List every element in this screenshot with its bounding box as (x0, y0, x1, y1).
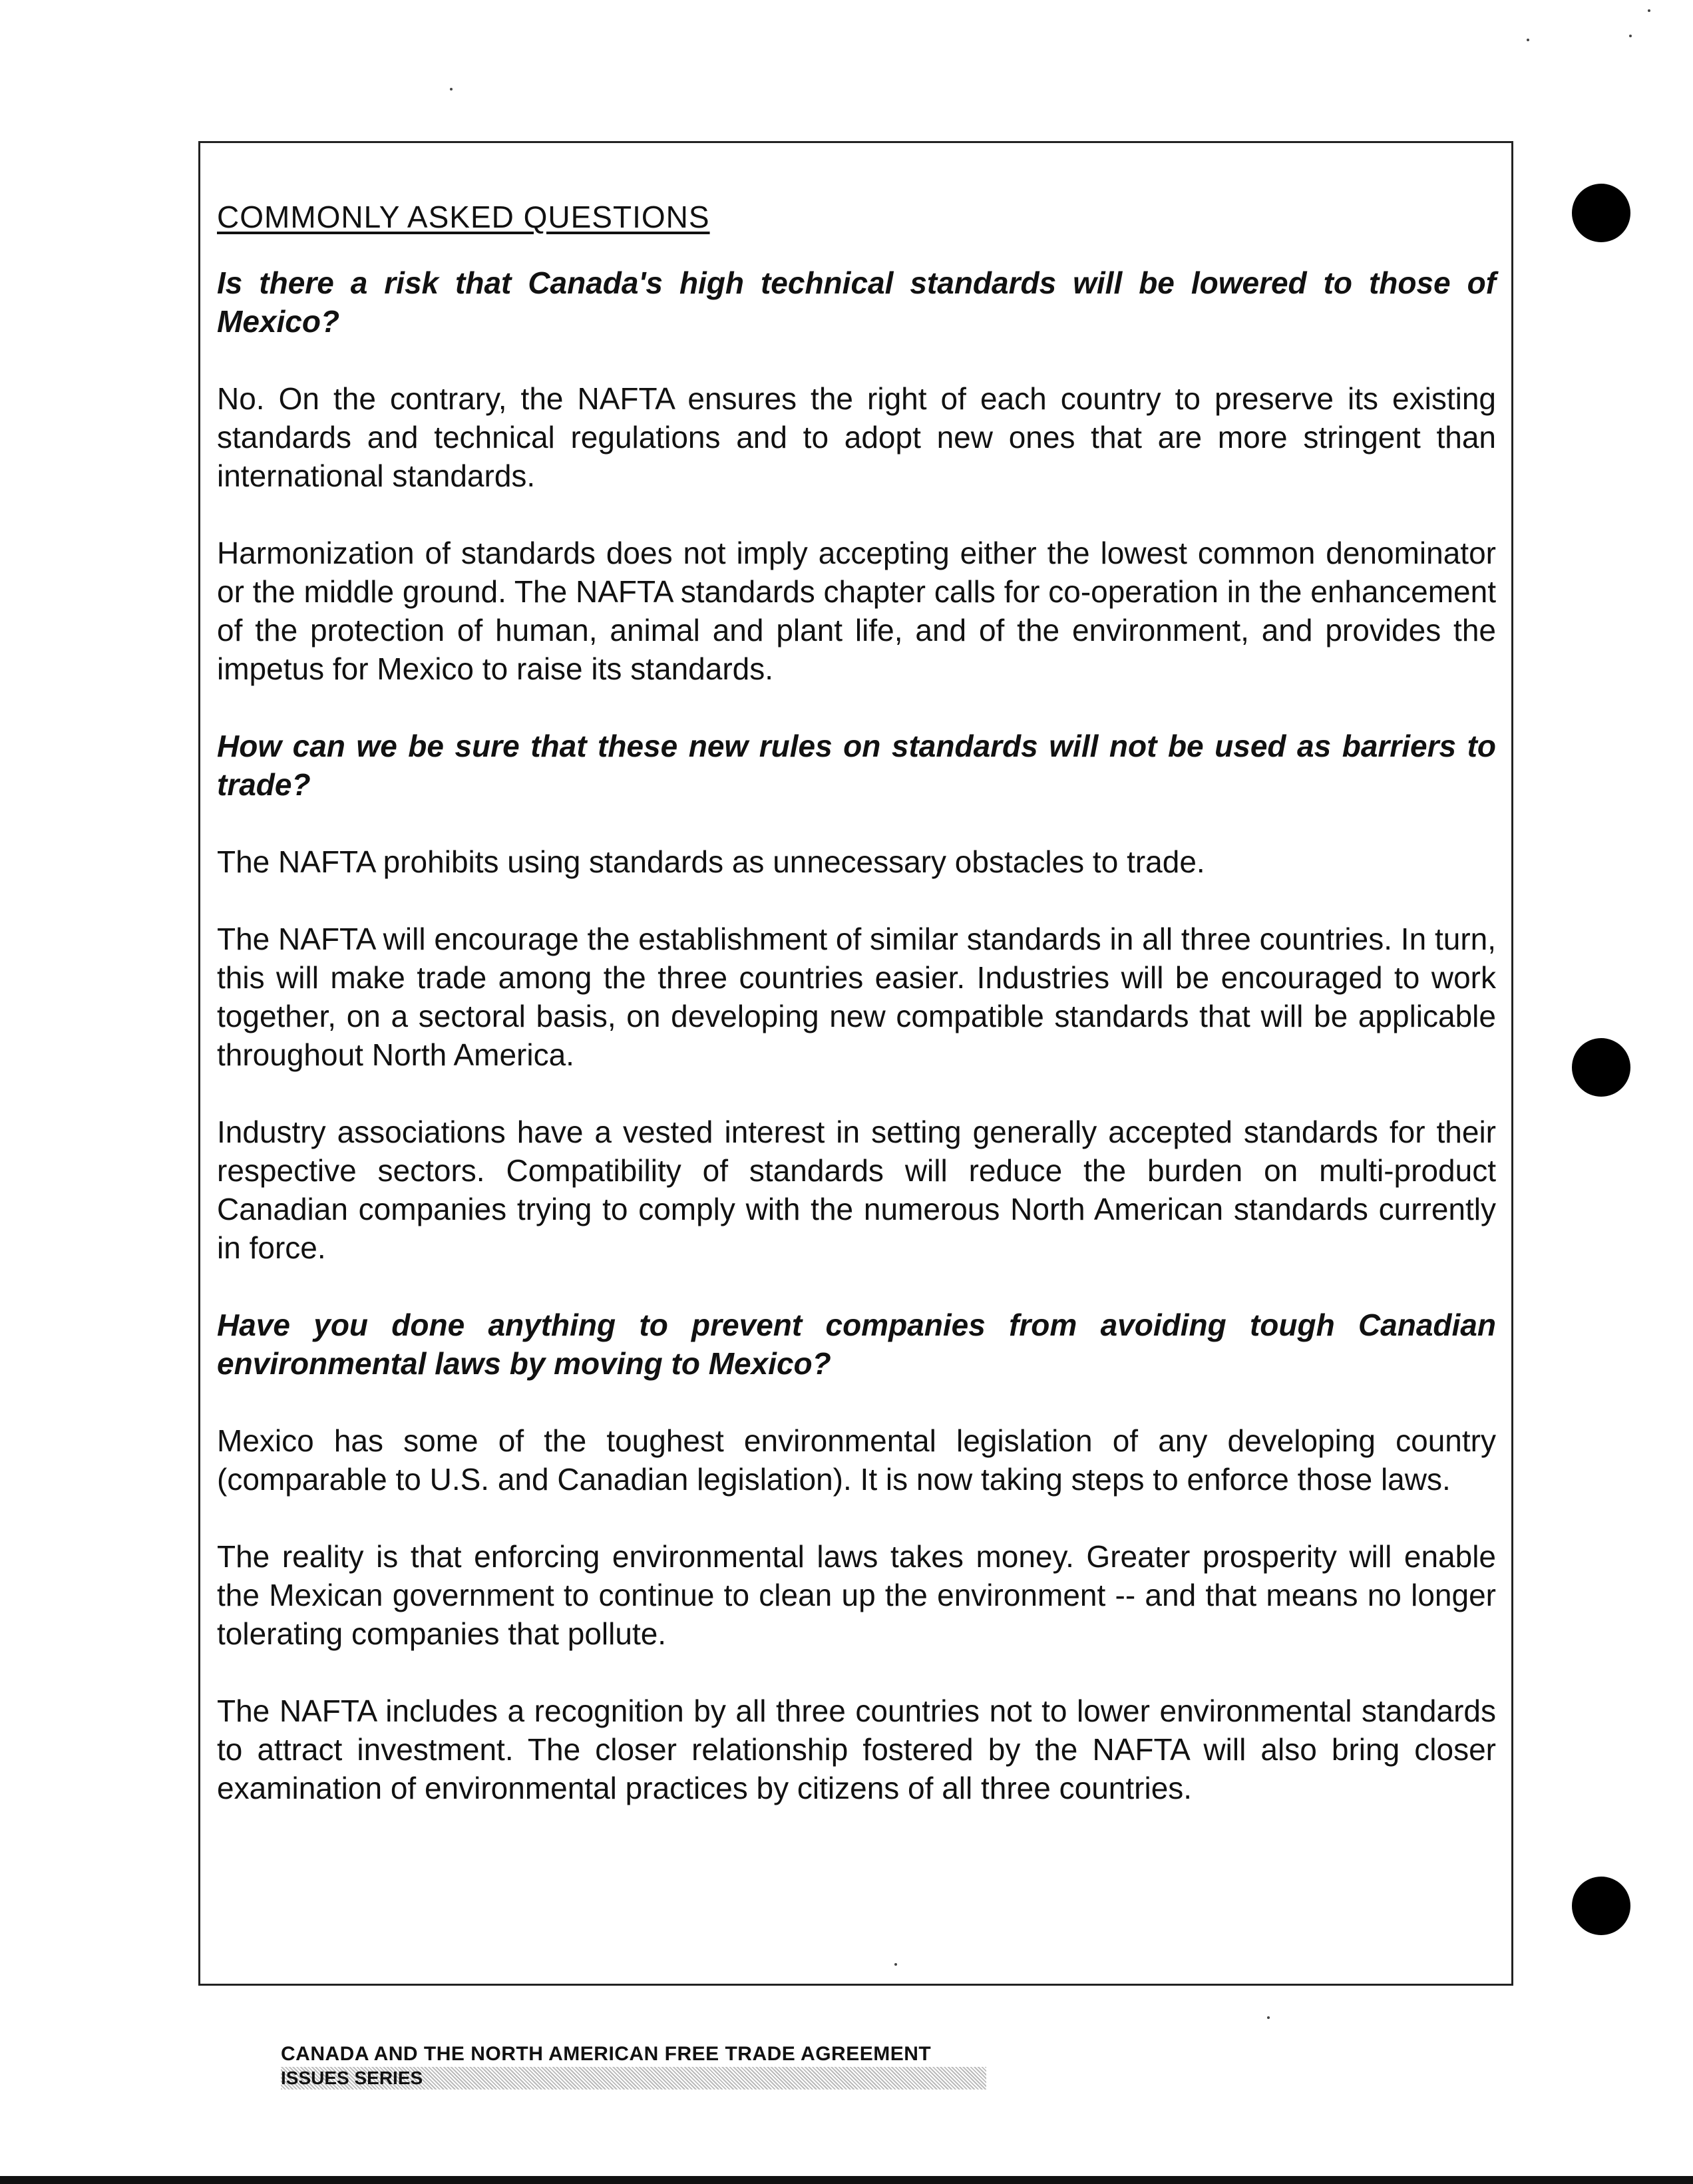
binder-hole-middle (1572, 1038, 1630, 1097)
answer-paragraph: The NAFTA prohibits using standards as unnecessary obstacles to trade. (217, 844, 1205, 879)
scan-speck (1629, 35, 1632, 37)
page-heading: COMMONLY ASKED QUESTIONS (217, 200, 710, 234)
scan-speck (1527, 39, 1529, 41)
footer-title: CANADA AND THE NORTH AMERICAN FREE TRADE AGREEMENT (281, 2043, 932, 2065)
scan-speck (450, 88, 453, 91)
footer (281, 2042, 986, 2090)
answer-paragraph: Mexico has some of the toughest environmental legislation of any developing country (comparable to U.S. and Canadian legislation). It is now taking steps to enforce those laws. (217, 1423, 1496, 1497)
content-body (217, 197, 1496, 1846)
scan-speck (1648, 9, 1650, 12)
bottom-edge-rule (0, 2176, 1693, 2184)
question-2: How can we be sure that these new rules on standards will not be used as barriers to trade? (217, 729, 1496, 802)
answer-paragraph: No. On the contrary, the NAFTA ensures the right of each country to preserve its existing standards and technical regulations and to adopt new ones that are more stringent than international standards. (217, 381, 1496, 493)
question-3: Have you done anything to prevent companies from avoiding tough Canadian environmental laws by moving to Mexico? (217, 1308, 1496, 1381)
footer-series-bar (281, 2067, 986, 2090)
answer-paragraph: Harmonization of standards does not imply accepting either the lowest common denominator or the middle ground. The NAFTA standards chapter calls for co-operation in the enhancement of the protection of human, animal and plant life, and of the environment, and provides the impetus for Mexico to raise its standards. (217, 536, 1496, 686)
answer-paragraph: The NAFTA will encourage the establishment of similar standards in all three countries. In turn, this will make trade among the three countries easier. Industries will be encouraged to work together, on a sectoral basis, on developing new compatible standards that will be applicable throughout North America. (217, 922, 1496, 1072)
footer-series-label: ISSUES SERIES (281, 2068, 423, 2088)
answer-paragraph: The reality is that enforcing environmental laws takes money. Greater prosperity will enable the Mexican government to continue to clean up the environment -- and that means no longer tolerating companies that pollute. (217, 1539, 1496, 1651)
scan-speck (894, 1963, 897, 1966)
binder-hole-bottom (1572, 1877, 1630, 1935)
scan-speck (1267, 2016, 1270, 2019)
binder-hole-top (1572, 184, 1630, 242)
answer-paragraph: Industry associations have a vested interest in setting generally accepted standards for their respective sectors. Compatibility of standards will reduce the burden on multi-product Canadian companies trying to comply with the numerous North American standards currently in force. (217, 1115, 1496, 1265)
answer-paragraph: The NAFTA includes a recognition by all three countries not to lower environmental standards to attract investment. The closer relationship fostered by the NAFTA will also bring closer examination of environmental practices by citizens of all three countries. (217, 1694, 1496, 1805)
question-1: Is there a risk that Canada's high technical standards will be lowered to those of Mexico? (217, 266, 1496, 339)
